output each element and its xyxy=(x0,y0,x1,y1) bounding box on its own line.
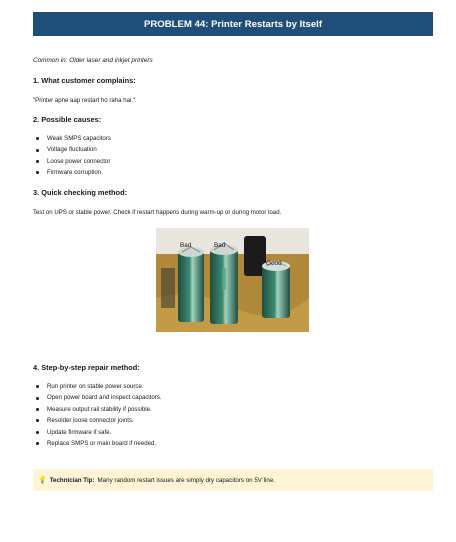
lightbulb-icon: 💡 xyxy=(38,477,47,484)
checking-text: Test on UPS or stable power. Check if restart happens during warm-up or during motor load. xyxy=(33,209,282,216)
list-item: Firmware corruption xyxy=(33,167,111,178)
list-item: Measure output rail stability if possible. xyxy=(33,404,162,415)
list-item: Resolder loose connector joints. xyxy=(33,415,162,426)
technician-tip-box xyxy=(33,469,433,491)
photo-label-good: Good xyxy=(266,260,282,267)
section-heading-causes: 2. Possible causes: xyxy=(33,115,102,124)
list-item: Replace SMPS or main board if needed. xyxy=(33,438,162,449)
page-title-bar xyxy=(33,12,433,36)
subtitle: Common in: Older laser and inkjet printers xyxy=(33,57,153,64)
photo-label-bad-1: Bad xyxy=(180,242,192,249)
list-item: Open power board and inspect capacitors. xyxy=(33,392,162,403)
list-item: Loose power connector xyxy=(33,156,111,167)
photo-label-bad-2: Bad xyxy=(214,242,226,249)
section-heading-complaint: 1. What customer complains: xyxy=(33,76,136,85)
capacitor-bad-1 xyxy=(178,247,204,322)
capacitor-illustration xyxy=(156,228,309,332)
list-item: Voltage fluctuation xyxy=(33,144,111,155)
list-item: Update firmware if safe. xyxy=(33,427,162,438)
causes-list xyxy=(33,133,111,179)
capacitor-bad-2 xyxy=(210,243,238,324)
capacitor-good xyxy=(262,261,290,318)
list-item: Weak SMPS capacitors xyxy=(33,133,111,144)
tip-text: Many random restart issues are simply dry capacitors on 5V line. xyxy=(97,476,275,484)
page-title: PROBLEM 44: Printer Restarts by Itself xyxy=(143,18,323,30)
list-item: Run printer on stable power source. xyxy=(33,381,162,392)
section-heading-repair: 4. Step-by-step repair method: xyxy=(33,363,140,372)
section-heading-checking: 3. Quick checking method: xyxy=(33,188,128,197)
capacitor-photo xyxy=(156,228,309,332)
complaint-text: "Printer apne aap restart ho raha hai." xyxy=(33,97,136,104)
repair-steps-list xyxy=(33,381,162,449)
tip-label: Technician Tip: xyxy=(49,476,95,484)
